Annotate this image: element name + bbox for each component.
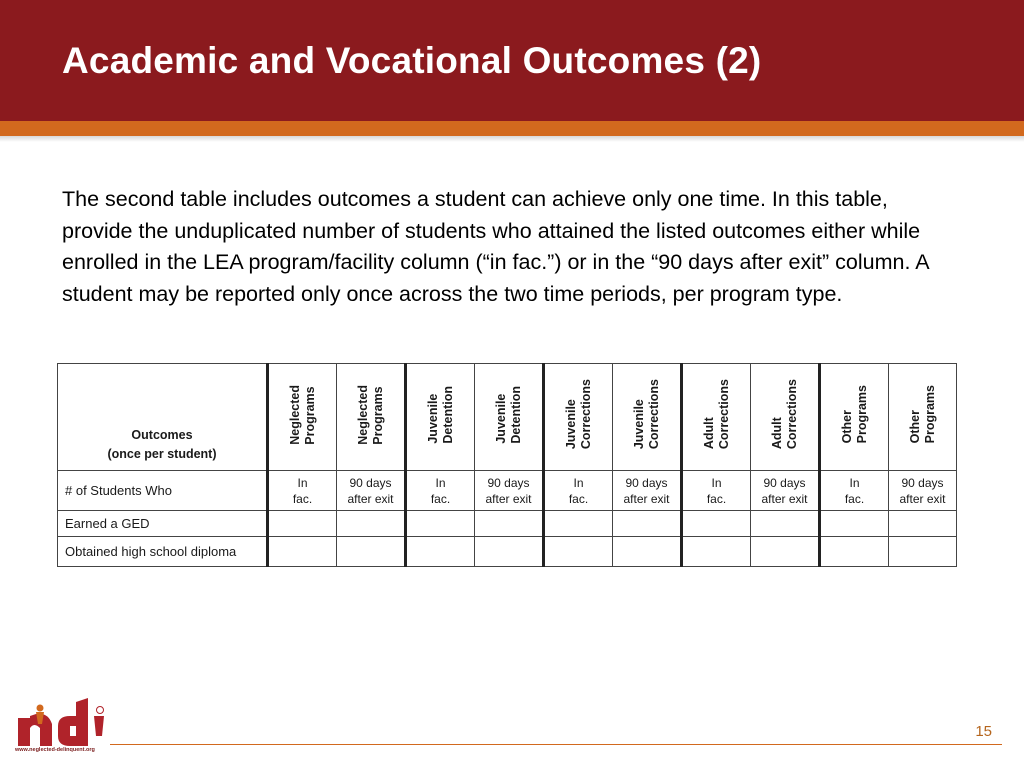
table-cell [682, 537, 751, 567]
col-header-line2: Programs [922, 385, 937, 444]
col-header [406, 364, 475, 471]
title-stripe [0, 121, 1024, 136]
outcomes-header-title: Outcomes [131, 428, 193, 442]
subheader-line2: after exit [899, 491, 946, 506]
subheader-cell [544, 471, 613, 511]
table-row [58, 511, 957, 537]
subheader-line1: In [573, 475, 584, 490]
table-cell [889, 511, 957, 537]
logo-figure-head [37, 705, 44, 712]
table-cell [475, 537, 544, 567]
col-header-line1: Juvenile [425, 393, 440, 444]
col-header-line2: Programs [854, 385, 869, 444]
subheader-cell [613, 471, 682, 511]
col-header-line1: Juvenile [631, 399, 646, 450]
subheader-line2: after exit [485, 491, 532, 506]
table-subheader-row [58, 471, 957, 511]
subheader-label: # of Students Who [58, 471, 268, 511]
col-header-line2: Programs [370, 386, 385, 445]
logo-n-letter [18, 714, 52, 746]
col-header-line1: Other [907, 410, 922, 444]
col-header [337, 364, 406, 471]
table-cell [406, 537, 475, 567]
col-header [475, 364, 544, 471]
row-label: Obtained high school diploma [58, 537, 268, 567]
subheader-cell [751, 471, 820, 511]
col-header [889, 364, 957, 471]
title-shadow [0, 136, 1024, 142]
title-bar [0, 0, 1024, 121]
table-cell [751, 537, 820, 567]
table-cell [820, 511, 889, 537]
logo-figure2-body [94, 716, 104, 736]
col-header-line1: Adult [769, 417, 784, 450]
subheader-cell [337, 471, 406, 511]
table-header-row [58, 364, 957, 471]
col-header-line1: Neglected [355, 384, 370, 445]
table-cell [268, 537, 337, 567]
col-header [751, 364, 820, 471]
col-header-line1: Adult [701, 417, 716, 450]
col-header-line1: Other [839, 410, 854, 444]
subheader-line2: fac. [706, 491, 727, 506]
footer-line [110, 744, 1002, 745]
subheader-line2: fac. [292, 491, 313, 506]
subheader-line1: In [435, 475, 446, 490]
subheader-line2: after exit [623, 491, 670, 506]
row-label: Earned a GED [58, 511, 268, 537]
col-header [613, 364, 682, 471]
table-cell [820, 537, 889, 567]
col-header-line2: Programs [302, 386, 317, 445]
col-header [820, 364, 889, 471]
subheader-line1: In [711, 475, 722, 490]
outcomes-header [58, 364, 268, 471]
col-header-line1: Juvenile [493, 393, 508, 444]
subheader-line1: 90 days [349, 475, 392, 490]
subheader-line1: In [849, 475, 860, 490]
table-cell [613, 537, 682, 567]
col-header-line1: Neglected [287, 384, 302, 445]
slide-title: Academic and Vocational Outcomes (2) [62, 40, 762, 81]
subheader-cell [406, 471, 475, 511]
table-cell [889, 537, 957, 567]
subheader-line1: 90 days [487, 475, 530, 490]
col-header-line1: Juvenile [563, 399, 578, 450]
table-cell [682, 511, 751, 537]
table-cell [406, 511, 475, 537]
subheader-cell [682, 471, 751, 511]
subheader-cell [820, 471, 889, 511]
outcomes-table [57, 363, 957, 567]
table-cell [544, 537, 613, 567]
col-header-line2: Corrections [784, 379, 799, 450]
col-header-line2: Detention [440, 385, 455, 444]
subheader-line2: after exit [347, 491, 394, 506]
logo-figure2-head [97, 707, 104, 714]
subheader-line2: fac. [844, 491, 865, 506]
subheader-cell [889, 471, 957, 511]
logo-d-letter [58, 698, 88, 746]
col-header [268, 364, 337, 471]
subheader-cell [268, 471, 337, 511]
table-cell [751, 511, 820, 537]
table-cell [544, 511, 613, 537]
col-header-line2: Detention [508, 385, 523, 444]
outcomes-header-subtitle: (once per student) [107, 447, 217, 461]
col-header-line2: Corrections [646, 379, 661, 450]
table-cell [337, 511, 406, 537]
subheader-line1: 90 days [763, 475, 806, 490]
col-header-line2: Corrections [716, 379, 731, 450]
subheader-cell [475, 471, 544, 511]
logo-url-text: www.neglected-delinquent.org [15, 747, 95, 753]
body-text: The second table includes outcomes a student can achieve only one time. In this table, provide the unduplicated number of students who attained the listed outcomes either while enrolled in the LEA program/facility column (“in fac.”) or in the “90 days after exit” column. A student may be reported only once across the two time periods, per program type. [62, 187, 929, 306]
subheader-line2: fac. [568, 491, 589, 506]
subheader-line2: after exit [761, 491, 808, 506]
table-cell [337, 537, 406, 567]
subheader-line1: 90 days [901, 475, 944, 490]
subheader-line1: In [297, 475, 308, 490]
table-cell [475, 511, 544, 537]
col-header [682, 364, 751, 471]
page-number: 15 [975, 723, 992, 740]
subheader-line1: 90 days [625, 475, 668, 490]
subheader-line2: fac. [430, 491, 451, 506]
col-header [544, 364, 613, 471]
table-row [58, 537, 957, 567]
table-cell [268, 511, 337, 537]
col-header-line2: Corrections [578, 379, 593, 450]
table-cell [613, 511, 682, 537]
